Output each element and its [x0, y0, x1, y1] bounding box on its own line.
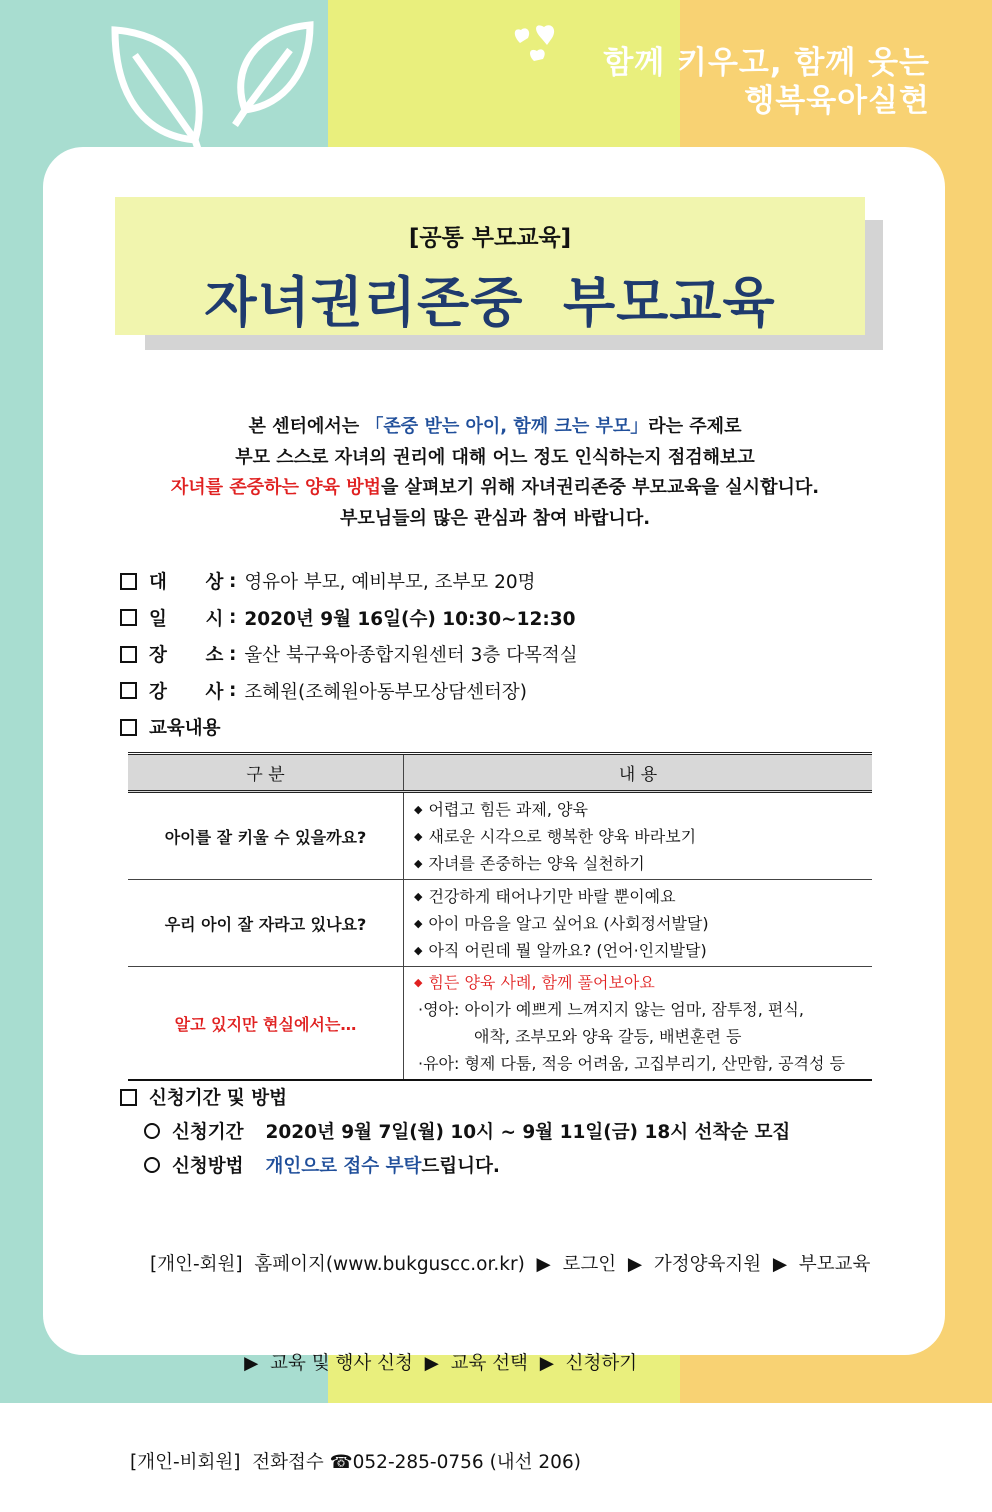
list-item-text: 건강하게 태어나기만 바랄 뿐이예요	[428, 886, 676, 906]
info-colon: :	[229, 570, 237, 592]
list-item-text: 자녀를 존중하는 양육 실천하기	[428, 853, 645, 873]
info-label: 대 상	[149, 572, 224, 594]
intro-line-4: 부모님들의 많은 관심과 참여 바랍니다.	[339, 507, 651, 529]
nonmember-line: [개인-비회원] 전화접수 ☎052-285-0756 (내선 206)	[130, 1452, 581, 1473]
title-subheading: [공통 부모교육]	[408, 225, 572, 251]
apply-method-highlight: 개인으로 접수 부탁	[265, 1156, 422, 1177]
list-item-text: 새로운 시각으로 행복한 양육 바라보기	[428, 826, 697, 846]
table-row	[128, 967, 872, 1081]
checkbox-icon	[120, 646, 137, 663]
list-item	[414, 796, 866, 823]
info-colon: :	[229, 607, 237, 629]
info-label: 장 소	[149, 645, 224, 667]
table-header: 구 분	[128, 754, 404, 792]
info-colon: :	[229, 680, 237, 702]
circle-bullet-icon	[144, 1123, 160, 1139]
list-item-text: 어렵고 힘든 과제, 양육	[428, 799, 588, 819]
intro-line-2: 부모 스스로 자녀의 권리에 대해 어느 정도 인식하는지 점검해보고	[235, 446, 755, 468]
intro-text	[60, 412, 930, 534]
table-row	[128, 880, 872, 967]
intro-theme: 「존중 받는 아이, 함께 크는 부모」	[365, 416, 649, 437]
title-box	[115, 197, 865, 335]
apply-method-rest: 드립니다.	[421, 1156, 500, 1177]
checkbox-icon	[120, 573, 137, 590]
info-row-content	[120, 709, 578, 746]
intro-line-3	[60, 473, 930, 504]
checkbox-icon	[120, 719, 137, 736]
info-label: 일 시	[149, 608, 224, 630]
bullet-icon: ◆	[414, 802, 423, 816]
info-colon: :	[229, 643, 237, 665]
bullet-icon: ◆	[414, 943, 423, 957]
content-table	[128, 752, 872, 1081]
bullet-icon: ◆	[414, 829, 423, 843]
checkbox-icon	[120, 609, 137, 626]
list-item	[414, 823, 866, 850]
circle-bullet-icon	[144, 1157, 160, 1173]
intro-text-part: 본 센터에서는	[248, 416, 360, 437]
list-item	[414, 850, 866, 877]
list-item-text: 아이 마음을 알고 싶어요 (사회정서발달)	[428, 913, 709, 933]
list-subitem: ·영아: 아이가 예쁘게 느껴지지 않는 엄마, 잠투정, 편식,	[418, 1000, 804, 1019]
info-label: 강 사	[149, 681, 224, 703]
apply-heading	[120, 1080, 790, 1114]
table-items	[404, 880, 873, 967]
info-value: 영유아 부모, 예비부모, 조부모 20명	[244, 572, 536, 594]
info-list	[120, 563, 578, 746]
info-row-instructor	[120, 673, 578, 710]
apply-period-value: 2020년 9월 7일(월) 10시 ~ 9월 11일(금) 18시 선착순 모집	[265, 1122, 791, 1143]
slogan	[603, 44, 930, 120]
table-category: 우리 아이 잘 자라고 있나요?	[128, 880, 404, 967]
intro-text-part: 을 살펴보기 위해 자녀권리존중 부모교육을 실시합니다.	[380, 477, 820, 498]
intro-text-part: 라는 주제로	[648, 416, 742, 437]
list-subitem: 애착, 조부모와 양육 갈등, 배변훈련 등	[474, 1027, 742, 1046]
member-route-line-1: [개인-회원] 홈페이지(www.bukguscc.or.kr) ▶ 로그인 ▶ 가정양육지원 ▶ 부모교육	[150, 1254, 871, 1275]
table-header: 내 용	[404, 754, 873, 792]
table-row	[128, 792, 872, 880]
apply-method-details	[130, 1182, 870, 1512]
intro-line-1	[60, 412, 930, 443]
apply-period-label: 신청기간	[172, 1122, 244, 1143]
slogan-line-1: 함께 키우고, 함께 웃는	[603, 45, 930, 81]
table-header-row	[128, 754, 872, 792]
slogan-line-2: 행복육아실현	[744, 83, 930, 119]
list-item-text: 힘든 양육 사례, 함께 풀어보아요	[428, 973, 655, 992]
page-title: 자녀권리존중 부모교육	[204, 271, 776, 334]
bullet-icon: ◆	[414, 916, 423, 930]
table-category: 알고 있지만 현실에서는…	[128, 967, 404, 1081]
list-item	[414, 883, 866, 910]
checkbox-icon	[120, 1089, 137, 1106]
info-value: 2020년 9월 16일(수) 10:30~12:30	[244, 608, 576, 630]
hearts-icon	[510, 25, 570, 70]
apply-heading-text: 신청기간 및 방법	[149, 1088, 287, 1109]
content-heading: 교육내용	[149, 718, 221, 740]
checkbox-icon	[120, 682, 137, 699]
info-row-target	[120, 563, 578, 600]
info-row-place	[120, 636, 578, 673]
bullet-icon: ◆	[414, 856, 423, 870]
apply-method-label: 신청방법	[172, 1156, 244, 1177]
list-item	[414, 910, 866, 937]
member-route-line-2: ▶ 교육 및 행사 신청 ▶ 교육 선택 ▶ 신청하기	[150, 1353, 638, 1374]
table-category: 아이를 잘 키울 수 있을까요?	[128, 792, 404, 880]
info-value: 울산 북구육아종합지원센터 3층 다목적실	[244, 645, 578, 667]
table-items	[404, 967, 873, 1081]
bullet-icon: ◆	[414, 889, 423, 903]
list-item-text: 아직 어린데 뭘 알까요? (언어·인지발달)	[428, 940, 707, 960]
leaf-icon	[95, 10, 325, 150]
list-subitem: ·유아: 형제 다툼, 적응 어려움, 고집부리기, 산만함, 공격성 등	[418, 1054, 845, 1073]
list-item	[414, 969, 866, 996]
apply-period	[144, 1114, 790, 1148]
apply-section	[120, 1080, 790, 1182]
intro-highlight: 자녀를 존중하는 양육 방법	[170, 477, 381, 498]
table-items	[404, 792, 873, 880]
info-value: 조혜원(조혜원아동부모상담센터장)	[244, 681, 527, 703]
list-item	[414, 937, 866, 964]
bullet-icon: ◆	[414, 976, 423, 989]
apply-method	[144, 1148, 790, 1182]
info-row-date	[120, 600, 578, 637]
